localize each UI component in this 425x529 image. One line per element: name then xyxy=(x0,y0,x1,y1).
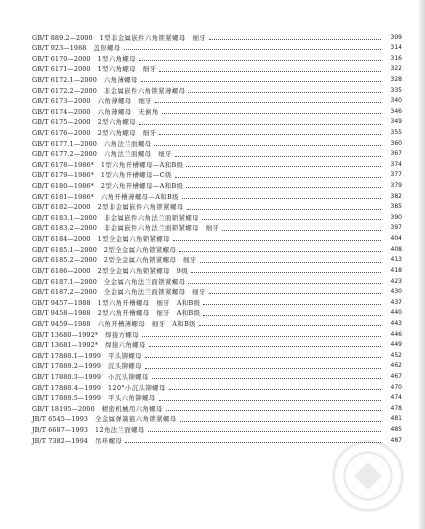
dot-leader xyxy=(175,155,381,157)
standard-code: GB/T 9458—1988 xyxy=(32,309,91,318)
dot-leader xyxy=(203,314,381,316)
dot-leader xyxy=(202,218,381,220)
toc-entry[interactable] xyxy=(32,319,402,330)
toc-entry[interactable] xyxy=(32,287,402,298)
dot-leader xyxy=(186,165,381,167)
entry-title: 六角薄螺母 xyxy=(103,75,138,84)
toc-entry[interactable] xyxy=(32,414,402,425)
dot-leader xyxy=(186,186,381,188)
standard-code: GB/T 13680—1992* xyxy=(32,330,99,339)
dot-leader xyxy=(162,112,381,114)
dot-leader xyxy=(179,250,381,252)
toc-entry[interactable] xyxy=(32,107,402,118)
entry-title: 2型全金属六角锁紧螺母 9级 xyxy=(97,266,188,275)
toc-entry[interactable] xyxy=(32,213,402,224)
toc-entry[interactable] xyxy=(32,383,402,394)
standard-code: GB/T 6178—1986* xyxy=(32,160,94,169)
table-of-contents xyxy=(32,33,402,447)
toc-entry[interactable] xyxy=(32,308,402,319)
toc-entry[interactable] xyxy=(32,139,402,150)
page-number: 355 xyxy=(390,128,402,136)
toc-entry[interactable] xyxy=(32,330,402,341)
standard-code: GB/T 17880.2—1999 xyxy=(32,362,102,371)
standard-code: GB/T 17880.1—1999 xyxy=(32,351,102,360)
standard-code: GB/T 6180—1986* xyxy=(32,182,94,191)
toc-entry[interactable] xyxy=(32,54,402,65)
page-number: 462 xyxy=(390,362,402,370)
page-number: 335 xyxy=(390,86,402,94)
standard-code: GB/T 6177.2—2000 xyxy=(32,150,97,159)
page-number: 485 xyxy=(390,426,402,434)
page-number: 328 xyxy=(390,75,402,83)
page-number: 367 xyxy=(390,150,402,158)
entry-title: 120°小沉头铆螺母 xyxy=(108,383,166,392)
entry-title: 焊接方螺母 xyxy=(105,330,139,339)
dot-leader xyxy=(159,399,381,401)
dot-leader xyxy=(182,197,381,199)
page-number: 314 xyxy=(390,44,402,52)
entry-title: 12角法兰面螺母 xyxy=(95,426,145,435)
dot-leader xyxy=(188,282,381,284)
standard-code: GB/T 6171—2000 xyxy=(32,65,91,74)
dot-leader xyxy=(175,176,381,178)
entry-title: 2型六角开槽螺母 细牙 A和B级 xyxy=(97,309,201,318)
entry-title: 沉头铆螺母 xyxy=(108,362,142,371)
page-number: 349 xyxy=(390,118,402,126)
entry-title: 六角开槽薄螺母—A和B级 xyxy=(100,192,179,201)
standard-code: GB/T 9459—1988 xyxy=(32,319,91,328)
entry-title: 六角法兰面螺母 细牙 xyxy=(103,150,172,159)
watermark-seal-icon xyxy=(329,437,407,515)
dot-leader xyxy=(222,229,381,231)
standard-code: GB/T 6183.2—2000 xyxy=(32,224,97,233)
page-number: 418 xyxy=(390,266,402,274)
entry-title: 2型六角螺母 xyxy=(97,118,136,127)
toc-entry[interactable] xyxy=(32,266,402,277)
dot-leader xyxy=(159,70,381,72)
toc-entry[interactable] xyxy=(32,75,402,86)
page-number: 397 xyxy=(390,224,402,232)
dot-leader xyxy=(180,420,381,422)
entry-title: 焊接六角螺母 xyxy=(105,341,146,350)
page-number: 379 xyxy=(390,182,402,190)
standard-code: GB/T 17880.3—1999 xyxy=(32,373,102,381)
dot-leader xyxy=(169,388,381,390)
dot-leader xyxy=(166,409,381,411)
page-number: 423 xyxy=(390,277,402,285)
page-number: 449 xyxy=(390,341,402,349)
page-number: 340 xyxy=(390,97,402,105)
page-number: 430 xyxy=(390,288,402,296)
entry-title: 1型全金属六角锁紧螺母 xyxy=(97,235,170,244)
dot-leader xyxy=(141,80,381,82)
dot-leader xyxy=(173,239,381,241)
dot-leader xyxy=(159,133,381,135)
toc-entry[interactable] xyxy=(32,425,402,436)
entry-title: 非金属嵌件六角法兰面锁紧螺母 细牙 xyxy=(103,224,220,233)
entry-title: 1型六角开槽螺母 细牙 A和B级 xyxy=(97,298,201,307)
entry-title: 非金属嵌件六角锁紧薄螺母 xyxy=(103,86,186,95)
dot-leader xyxy=(187,208,381,210)
dot-leader xyxy=(155,101,381,103)
standard-code: JB/T 6687—1993 xyxy=(32,426,89,435)
page-number: 478 xyxy=(390,404,402,412)
entry-title: 六角开槽薄螺母 细牙 A和B级 xyxy=(97,319,196,328)
standard-code: GB/T 13681—1992* xyxy=(32,341,99,350)
dot-leader xyxy=(148,430,381,432)
entry-title: 1型非金属嵌件六角锁紧螺母 细牙 xyxy=(99,33,207,42)
dot-leader xyxy=(145,367,381,369)
standard-code: GB/T 6173—2000 xyxy=(32,97,91,106)
dot-leader xyxy=(145,356,381,358)
page-number: 390 xyxy=(390,213,402,221)
dot-leader xyxy=(152,377,381,379)
entry-title: 全金属弹簧箍六角锁紧螺母 xyxy=(95,415,177,424)
toc-entry[interactable] xyxy=(32,149,402,160)
standard-code: GB/T 6179—1986* xyxy=(32,171,94,180)
dot-leader xyxy=(191,271,381,273)
page-number: 443 xyxy=(390,319,402,327)
dot-leader xyxy=(149,345,381,347)
standard-code: GB/T 6187.2—2000 xyxy=(32,288,97,297)
page-number: 408 xyxy=(390,245,402,253)
toc-entry[interactable] xyxy=(32,33,402,44)
entry-title: 1型六角开槽螺母—C级 xyxy=(100,171,172,180)
dot-leader xyxy=(142,335,381,337)
page-number: 309 xyxy=(390,33,402,41)
toc-entry[interactable] xyxy=(32,96,402,107)
toc-entry[interactable] xyxy=(32,117,402,128)
toc-entry[interactable] xyxy=(32,404,402,415)
toc-entry[interactable] xyxy=(32,43,402,54)
toc-entry[interactable] xyxy=(32,255,402,266)
dot-leader xyxy=(209,292,381,294)
entry-title: 六角薄螺母 细牙 xyxy=(97,97,152,106)
page-number: 360 xyxy=(390,139,402,147)
toc-entry[interactable] xyxy=(32,160,402,171)
dot-leader xyxy=(154,144,381,146)
entry-title: 1型六角螺母 细牙 xyxy=(97,65,157,74)
entry-title: 全金属六角法兰面锁紧螺母 细牙 xyxy=(103,288,206,297)
entry-title: 六角法兰面螺母 xyxy=(103,139,152,148)
toc-entry[interactable] xyxy=(32,372,402,383)
toc-entry[interactable] xyxy=(32,86,402,97)
entry-title: 1型六角开槽螺母—A和B级 xyxy=(100,160,184,169)
page-number: 474 xyxy=(390,394,402,402)
standard-code: GB/T 889.2—2000 xyxy=(32,33,93,42)
standard-code: GB/T 6176—2000 xyxy=(32,128,91,137)
entry-title: 2型六角螺母 细牙 xyxy=(97,128,157,137)
page-number: 385 xyxy=(390,203,402,211)
standard-code: GB/T 6185.2—2000 xyxy=(32,256,97,265)
standard-code: GB/T 6183.1—2000 xyxy=(32,213,97,222)
standard-code: GB/T 17880.5—1999 xyxy=(32,394,102,403)
dot-leader xyxy=(199,324,381,326)
page-number: 404 xyxy=(390,235,402,243)
standard-code: GB/T 6174—2000 xyxy=(32,107,91,116)
standard-code: GB/T 6181—1986* xyxy=(32,192,94,201)
page-number: 413 xyxy=(390,256,402,264)
entry-title: 小沉头铆螺母 xyxy=(108,373,149,381)
entry-title: 盖形螺母 xyxy=(93,44,121,53)
toc-entry[interactable] xyxy=(32,298,402,309)
page-number: 382 xyxy=(390,192,402,200)
page-number: 377 xyxy=(390,171,402,179)
page-number: 470 xyxy=(390,383,402,391)
entry-title: 平头铆螺母 xyxy=(108,351,142,360)
entry-title: 吊环螺母 xyxy=(95,436,123,445)
standard-code: GB/T 6177.1—2000 xyxy=(32,139,97,148)
page-number: 374 xyxy=(390,160,402,168)
standard-code: GB/T 17880.4—1999 xyxy=(32,383,102,392)
toc-entry[interactable] xyxy=(32,223,402,234)
page-edge-shadow xyxy=(419,0,425,529)
standard-code: GB/T 18195—2000 xyxy=(32,404,95,413)
page-number: 446 xyxy=(390,330,402,338)
toc-entry[interactable] xyxy=(32,245,402,256)
page-number: 316 xyxy=(390,54,402,62)
standard-code: GB/T 6175—2000 xyxy=(32,118,91,127)
toc-entry[interactable] xyxy=(32,202,402,213)
entry-title: 2型全金属六角锁紧螺母 xyxy=(103,245,177,254)
toc-entry[interactable] xyxy=(32,277,402,288)
dot-leader xyxy=(200,261,381,263)
entry-title: 六角薄螺母 无倒角 xyxy=(97,107,159,116)
standard-code: GB/T 6170—2000 xyxy=(32,54,91,63)
toc-entry[interactable] xyxy=(32,351,402,362)
entry-title: 1型六角螺母 xyxy=(97,54,136,63)
dot-leader xyxy=(188,91,381,93)
standard-code: GB/T 6186—2000 xyxy=(32,266,91,275)
standard-code: GB/T 6172.1—2000 xyxy=(32,75,97,84)
entry-title: 2型非金属嵌件六角锁紧螺母 xyxy=(97,203,184,212)
dot-leader xyxy=(209,38,381,40)
toc-entry[interactable] xyxy=(32,340,402,351)
toc-entry[interactable] xyxy=(32,170,402,181)
page-number: 452 xyxy=(390,351,402,359)
page-number: 467 xyxy=(390,373,402,380)
toc-entry[interactable] xyxy=(32,128,402,139)
dot-leader xyxy=(139,59,381,61)
toc-entry[interactable] xyxy=(32,393,402,404)
standard-code: GB/T 6172.2—2000 xyxy=(32,86,97,95)
toc-entry[interactable] xyxy=(32,181,402,192)
page-number: 440 xyxy=(390,309,402,317)
entry-title: 2型全金属六角锁紧螺母 细牙 xyxy=(103,256,197,265)
entry-title: 非金属嵌件六角法兰面锁紧螺母 xyxy=(103,213,199,222)
dot-leader xyxy=(139,123,381,125)
toc-entry[interactable] xyxy=(32,361,402,372)
standard-code: GB/T 923—1988 xyxy=(32,44,87,53)
page-number: 487 xyxy=(390,436,402,444)
standard-code: JB/T 6545—1993 xyxy=(32,415,89,424)
standard-code: GB/T 6187.1—2000 xyxy=(32,277,97,286)
page-number: 437 xyxy=(390,298,402,306)
toc-entry[interactable] xyxy=(32,64,402,75)
standard-code: GB/T 9457—1988 xyxy=(32,298,91,307)
standard-code: GB/T 6185.1—2000 xyxy=(32,245,97,254)
page-number: 346 xyxy=(390,107,402,115)
standard-code: GB/T 6182—2000 xyxy=(32,203,91,212)
page-number: 481 xyxy=(390,415,402,423)
entry-title: 全金属六角法兰面锁紧螺母 xyxy=(103,277,186,286)
toc-entry[interactable] xyxy=(32,234,402,245)
dot-leader xyxy=(124,48,381,50)
dot-leader xyxy=(203,303,381,305)
toc-entry[interactable] xyxy=(32,192,402,203)
page-number: 322 xyxy=(390,65,402,73)
standard-code: JB/T 7382—1994 xyxy=(32,436,89,445)
standard-code: GB/T 6184—2000 xyxy=(32,235,91,244)
entry-title: 2型六角开槽螺母—A和B级 xyxy=(100,182,184,191)
entry-title: 精密机械用六角螺母 xyxy=(101,404,163,413)
entry-title: 平头六角铆螺母 xyxy=(108,394,156,403)
